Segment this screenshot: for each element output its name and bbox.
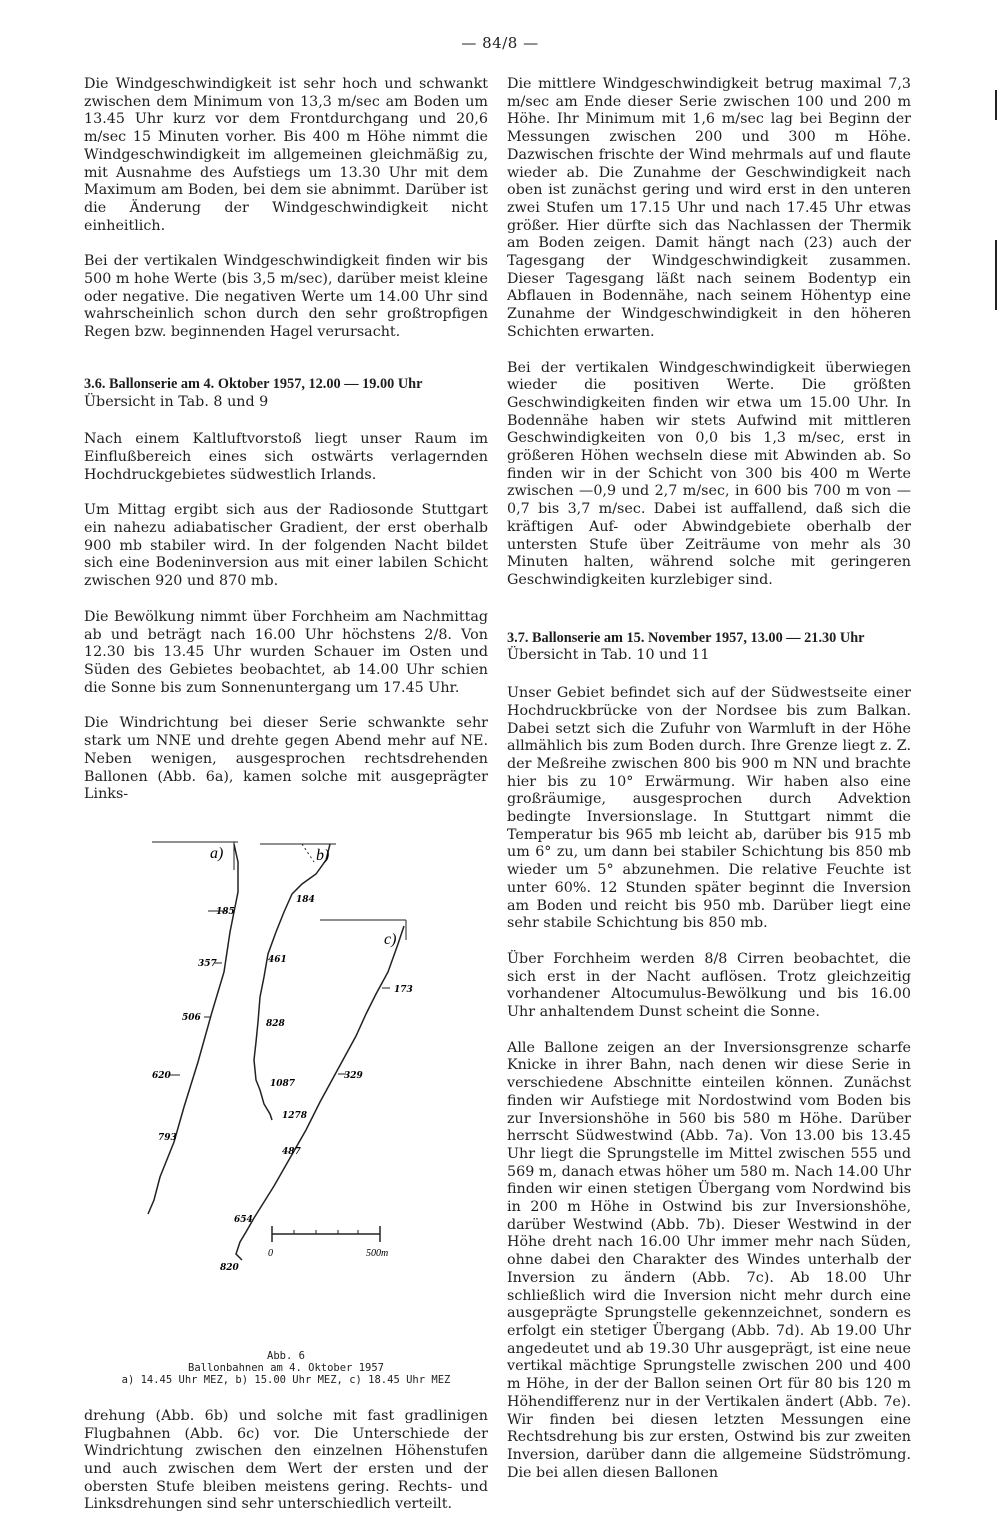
section-heading: 3.7. Ballonserie am 15. November 1957, 13.00 — 21.30 Uhr	[507, 629, 865, 646]
a-mark: 357	[198, 958, 217, 969]
label-b: b)	[316, 846, 330, 864]
paragraph: Unser Gebiet befindet sich auf der Südwestseite einer Hochdruckbrücke von der Nordsee bis zum Balkan. Dabei setzt sich die Zufuhr von Warmluft in der Höhe allmählich bis zum Boden durch. Ihre Grenze liegt z. Z. der Meßreihe zwischen 800 bis 900 m NN und brachte hier bis zu 10° Erwärmung. Wir haben also eine großräumige, ausgesprochen durch Advektion bedingte Inversionslage. In Stuttgart nimmt die Temperatur bis 965 mb leicht ab, darüber bis 915 mb um 6° zu, um dann bei stabiler Schichtung bis 850 mb wieder um 5° abzunehmen. Die relative Feuchte ist unter 60%. 12 Stunden später beginnt die Inversion am Boden und reicht bis 950 mb. Darüber liegt eine sehr stabile Schichtung bis 850 mb.	[507, 685, 911, 932]
paragraph: Die Windgeschwindigkeit ist sehr hoch und schwankt zwischen dem Minimum von 13,3 m/sec am Boden um 13.45 Uhr kurz vor dem Frontdurchgang und 20,6 m/sec 15 Minuten vorher. Bis 400 m Höhe nimmt die Windgeschwindigkeit im allgemeinen gleichmäßig zu, mit Ausnahme des Aufstiegs um 13.30 Uhr mit dem Maximum am Boden, bei dem sie abnimmt. Darüber ist die Änderung der Windgeschwindigkeit nicht einheitlich.	[84, 76, 488, 234]
caption-title: Abb. 6	[267, 1349, 305, 1362]
margin-mark	[995, 90, 997, 120]
section-subtitle: Übersicht in Tab. 8 und 9	[84, 393, 269, 410]
b-mark: 184	[296, 894, 315, 905]
b-mark: 1278	[282, 1110, 308, 1121]
paragraph: Die Windrichtung bei dieser Serie schwankte sehr stark um NNE und drehte gegen Abend mehr auf NE. Neben wenigen, ausgesprochen rechtsdrehenden Ballonen (Abb. 6a), kamen solche mit ausgeprägter Links-	[84, 715, 488, 803]
paragraph: Die Bewölkung nimmt über Forchheim am Nachmittag ab und beträgt nach 16.00 Uhr höchstens 2/8. Von 12.30 bis 13.45 Uhr wurden Schauer im Osten und Süden des Gebietes beobachtet, ab 14.00 Uhr schien die Sonne bis zum Sonnenuntergang um 17.45 Uhr.	[84, 608, 488, 696]
b-mark: 1087	[270, 1078, 296, 1089]
b-mark: 461	[268, 954, 287, 965]
section-heading: 3.6. Ballonserie am 4. Oktober 1957, 12.00 — 19.00 Uhr	[84, 375, 423, 392]
left-column	[84, 76, 488, 1532]
paragraph: Bei der vertikalen Windgeschwindigkeit finden wir bis 500 m hohe Werte (bis 3,5 m/sec), darüber meist kleine oder negative. Die negativen Werte um 14.00 Uhr sind wahrscheinlich schon durch den sehr großtropfigen Regen bzw. beginnenden Hagel verursacht.	[84, 253, 488, 341]
section-subtitle: Übersicht in Tab. 10 und 11	[507, 647, 710, 664]
page-number: — 84/8 —	[461, 34, 539, 52]
c-mark: 820	[220, 1262, 239, 1273]
a-mark: 185	[216, 906, 235, 917]
c-mark: 654	[234, 1214, 253, 1225]
track-a	[148, 844, 238, 1214]
a-mark: 506	[182, 1012, 201, 1023]
figure-caption	[84, 1350, 488, 1386]
caption-line: Ballonbahnen am 4. Oktober 1957	[188, 1361, 384, 1374]
b-mark: 828	[266, 1018, 285, 1029]
right-column	[507, 76, 911, 1500]
paragraph: Die mittlere Windgeschwindigkeit betrug maximal 7,3 m/sec am Ende dieser Serie zwischen 100 und 200 m Höhe. Ihr Minimum mit 1,6 m/sec lag bei Beginn der Messungen zwischen 200 und 300 m Höhe. Dazwischen frischte der Wind mehrmals auf und flaute wieder ab. Die Zunahme der Geschwindigkeit nach oben ist zunächst gering und wird erst in den unteren zwei Stufen um 17.15 Uhr und nach 17.45 Uhr etwas größer. Hier dürfte sich das Nachlassen der Thermik am Boden zeigen. Damit hängt nach (23) auch der Tagesgang der Windgeschwindigkeit zusammen. Dieser Tagesgang läßt nach seinem Bodentyp ein Abflauen in Bodennähe, nach seinem Höhentyp eine Zunahme der Windgeschwindigkeit in den höheren Schichten erwarten.	[507, 76, 911, 340]
figure-svg	[84, 822, 488, 1292]
c-mark: 329	[344, 1070, 363, 1081]
caption-line: a) 14.45 Uhr MEZ, b) 15.00 Uhr MEZ, c) 18.45 Uhr MEZ	[121, 1373, 451, 1386]
paragraph: Nach einem Kaltluftvorstoß liegt unser Raum im Einflußbereich eines sich ostwärts verlagernden Hochdruckgebietes südwestlich Irlands.	[84, 431, 488, 483]
c-mark: 173	[394, 984, 413, 995]
paragraph: Bei der vertikalen Windgeschwindigkeit überwiegen wieder die positiven Werte. Die größten Geschwindigkeiten finden wir etwa um 15.00 Uhr. In Bodennähe haben wir stets Aufwind mit mittleren Geschwindigkeiten von 0,0 bis 1,3 m/sec, erst in größeren Höhen wechseln diese mit Abwinden ab. So finden wir in der Schicht von 300 bis 400 m Werte zwischen —0,9 und 2,7 m/sec, in 600 bis 700 m von —0,7 bis 3,7 m/sec. Dabei ist auffallend, daß sich die kräftigen Auf- oder Abwindgebiete oberhalb der untersten Stufe über Zeiträume von mehr als 30 Minuten halten, während solche mit geringeren Geschwindigkeiten kurzlebiger sind.	[507, 359, 911, 588]
paragraph: Über Forchheim werden 8/8 Cirren beobachtet, die sich erst in der Nacht auflösen. Trotz gleichzeitig vorhandener Altocumulus-Bewölkung und bis 16.00 Uhr anhaltendem Dunst scheint die Sonne.	[507, 950, 911, 1021]
c-mark: 487	[282, 1146, 301, 1157]
scale-end: 500m	[366, 1247, 389, 1259]
paragraph: Um Mittag ergibt sich aus der Radiosonde Stuttgart ein nahezu adiabatischer Gradient, der erst oberhalb 900 mb stabiler wird. In der folgenden Nacht bildet sich eine Bodeninversion aus mit einer labilen Schicht zwischen 920 und 870 mb.	[84, 502, 488, 590]
paragraph: Alle Ballone zeigen an der Inversionsgrenze scharfe Knicke in ihrer Bahn, nach denen wir diese Serie in verschiedene Abschnitte einteilen können. Zunächst finden wir Aufstiege mit Nordostwind vom Boden bis zur Inversionshöhe in 560 bis 580 m Höhe. Darüber herrscht Südwestwind (Abb. 7a). Von 13.00 bis 13.45 Uhr liegt die Sprungstelle im Mittel zwischen 555 und 569 m, danach etwas höher um 580 m. Nach 14.00 Uhr finden wir einen stetigen Übergang vom Nordwind bis in 200 m Höhe in Ostwind bis zur Inversionshöhe, darüber Westwind (Abb. 7b). Dieser Westwind in der Höhe dreht nach 16.00 Uhr immer mehr nach Süden, ohne dabei den Charakter des Windes unterhalb der Inversion zu ändern (Abb. 7c). Ab 18.00 Uhr schließlich wird die Inversion nicht mehr durch eine ausgeprägte Sprungstelle gekennzeichnet, sondern es erfolgt ein stetiger Übergang (Abb. 7d). Ab 19.00 Uhr angedeutet und ab 19.30 Uhr ausgeprägt, ist eine neue vertikal mächtige Sprungstelle zwischen 200 und 400 m Höhe, in der der Ballon seinen Ort für 80 bis 120 m Höhendifferenz nur in der Vertikalen ändert (Abb. 7e). Wir finden bei diesen letzten Messungen eine Rechtsdrehung bis zur ersten, Ostwind bis zur zweiten Inversion, darüber dann die allgemeine Südströmung. Die bei allen diesen Ballonen	[507, 1039, 911, 1481]
a-mark: 620	[152, 1070, 171, 1081]
margin-mark	[995, 240, 997, 310]
label-c: c)	[384, 930, 397, 948]
scale-start: 0	[268, 1247, 273, 1259]
paragraph: drehung (Abb. 6b) und solche mit fast gradlinigen Flugbahnen (Abb. 6c) vor. Die Unterschiede der Windrichtung zwischen den einzelnen Höhenstufen und auch zwischen dem Wert der ersten und der obersten Stufe bleiben meistens gering. Rechts- und Linksdrehungen sind sehr unterschiedlich verteilt.	[84, 1407, 488, 1513]
label-a: a)	[210, 844, 224, 862]
balloon-track-figure	[84, 822, 488, 1352]
a-mark: 793	[158, 1132, 177, 1143]
